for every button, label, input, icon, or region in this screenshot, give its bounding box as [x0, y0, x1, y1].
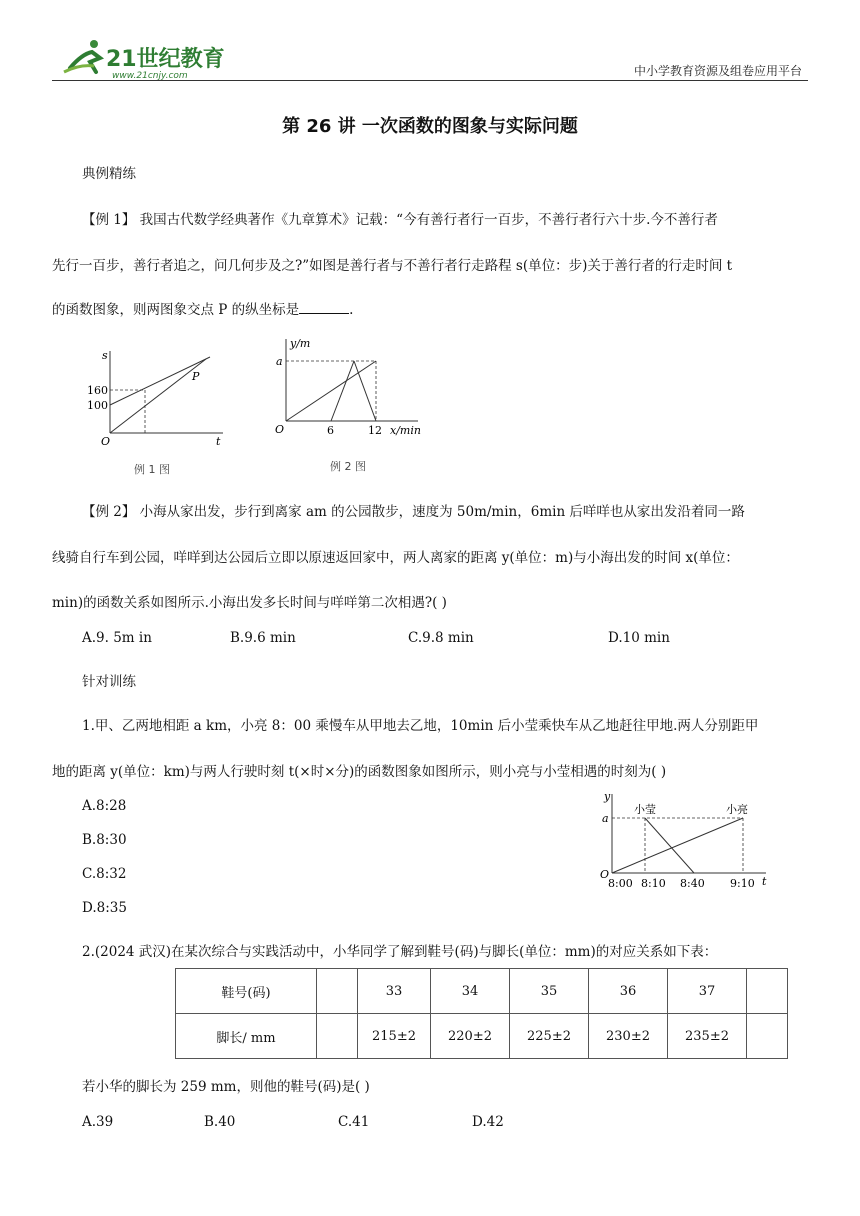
- ex1-line1: 【例 1】 我国古代数学经典著作《九章算术》记载：“今有善行者行一百步，不善行者行六十步.今不善行者: [82, 212, 718, 228]
- table-cell: 36: [589, 969, 668, 1014]
- svg-text:x/min: x/min: [390, 424, 421, 437]
- table-cell: 37: [668, 969, 747, 1014]
- ex2-line1: 【例 2】 小海从家出发，步行到离家 am 的公园散步，速度为 50m/min，6min 后咩咩也从家出发沿着同一路: [82, 504, 745, 520]
- svg-text:21世纪教育: 21世纪教育: [106, 47, 225, 72]
- ex2-option-c: C.9.8 min: [408, 630, 474, 646]
- table-cell: 鞋号(码): [176, 969, 317, 1014]
- svg-text:12: 12: [368, 424, 382, 437]
- ex1-line2: 先行一百步，善行者追之，问几何步及之?”如图是善行者与不善行者行走路程 s(单位：步)关于善行者的行走时间 t: [52, 258, 733, 274]
- svg-text:O: O: [600, 868, 610, 881]
- svg-text:9:10: 9:10: [730, 877, 755, 890]
- shoe-size-table: [175, 968, 788, 1059]
- table-cell: 225±2: [510, 1014, 589, 1059]
- svg-text:例 2 图: 例 2 图: [330, 460, 366, 473]
- svg-text:小莹: 小莹: [634, 803, 656, 816]
- svg-text:6: 6: [327, 424, 334, 437]
- header-divider: [52, 80, 808, 81]
- header-platform-text: 中小学教育资源及组卷应用平台: [633, 64, 802, 78]
- q1-option-c: C.8:32: [82, 866, 127, 882]
- table-cell: 220±2: [431, 1014, 510, 1059]
- table-cell: 脚长/ mm: [176, 1014, 317, 1059]
- svg-text:t: t: [216, 435, 221, 448]
- q2-option-d: D.42: [472, 1114, 504, 1130]
- ex2-option-b: B.9.6 min: [230, 630, 296, 646]
- q1-option-b: B.8:30: [82, 832, 127, 848]
- q2-option-b: B.40: [204, 1114, 236, 1130]
- svg-text:s: s: [102, 349, 108, 362]
- table-cell: [747, 969, 788, 1014]
- svg-text:8:00: 8:00: [608, 877, 633, 890]
- q1-option-a: A.8:28: [82, 798, 127, 814]
- svg-text:y: y: [604, 790, 611, 803]
- ex2-line2: 线骑自行车到公园，咩咩到达公园后立即以原速返回家中，两人离家的距离 y(单位：m)与小海出发的时间 x(单位：: [52, 550, 739, 566]
- svg-text:8:10: 8:10: [641, 877, 666, 890]
- runner-icon: [64, 40, 100, 72]
- svg-text:160: 160: [88, 384, 108, 397]
- q2-line2: 若小华的脚长为 259 mm，则他的鞋号(码)是( ): [82, 1079, 370, 1095]
- svg-text:t: t: [762, 875, 767, 888]
- table-cell: [317, 969, 358, 1014]
- ex1-line3: 的函数图象，则两图象交点 P 的纵坐标是 .: [52, 302, 354, 318]
- figure-question-1: [588, 788, 778, 902]
- site-logo: [60, 38, 230, 82]
- table-cell: [747, 1014, 788, 1059]
- svg-text:小亮: 小亮: [726, 803, 748, 816]
- table-cell: 33: [358, 969, 431, 1014]
- svg-text:O: O: [101, 435, 111, 448]
- table-row: [176, 1014, 788, 1059]
- svg-text:例 1 图: 例 1 图: [134, 463, 170, 476]
- table-cell: 215±2: [358, 1014, 431, 1059]
- q1-option-d: D.8:35: [82, 900, 127, 916]
- ex2-option-d: D.10 min: [608, 630, 670, 646]
- q2-option-a: A.39: [82, 1114, 114, 1130]
- q1-line1: 1.甲、乙两地相距 a km，小亮 8：00 乘慢车从甲地去乙地，10min 后小莹乘快车从乙地赶往甲地.两人分别距甲: [82, 718, 759, 734]
- table-cell: 34: [431, 969, 510, 1014]
- ex2-option-a: A.9. 5m in: [82, 630, 152, 646]
- ex2-line3: min)的函数关系如图所示.小海出发多长时间与咩咩第二次相遇?( ): [52, 595, 447, 611]
- figure-example-1: [88, 345, 238, 484]
- table-cell: 235±2: [668, 1014, 747, 1059]
- table-cell: 35: [510, 969, 589, 1014]
- q2-line1: 2.(2024 武汉)在某次综合与实践活动中，小华同学了解到鞋号(码)与脚长(单位：mm)的对应关系如下表：: [82, 944, 718, 960]
- answer-blank: [299, 301, 349, 314]
- svg-text:www.21cnjy.com: www.21cnjy.com: [112, 71, 188, 81]
- table-cell: 230±2: [589, 1014, 668, 1059]
- section-heading-examples: 典例精练: [82, 166, 136, 182]
- svg-text:O: O: [275, 423, 285, 436]
- svg-text:8:40: 8:40: [680, 877, 705, 890]
- page-title: 第 26 讲 一次函数的图象与实际问题: [282, 116, 578, 137]
- q1-line2: 地的距离 y(单位：km)与两人行驶时刻 t(×时×分)的函数图象如图所示，则小亮与小莹相遇的时刻为( ): [52, 764, 667, 780]
- svg-text:a: a: [276, 355, 283, 368]
- section-heading-practice: 针对训练: [82, 674, 136, 690]
- svg-text:y/m: y/m: [290, 337, 311, 350]
- svg-text:a: a: [602, 812, 609, 825]
- q2-option-c: C.41: [338, 1114, 370, 1130]
- figure-example-2: [268, 335, 438, 484]
- table-cell: [317, 1014, 358, 1059]
- svg-text:P: P: [192, 370, 200, 383]
- svg-text:100: 100: [88, 399, 108, 412]
- table-row: [176, 969, 788, 1014]
